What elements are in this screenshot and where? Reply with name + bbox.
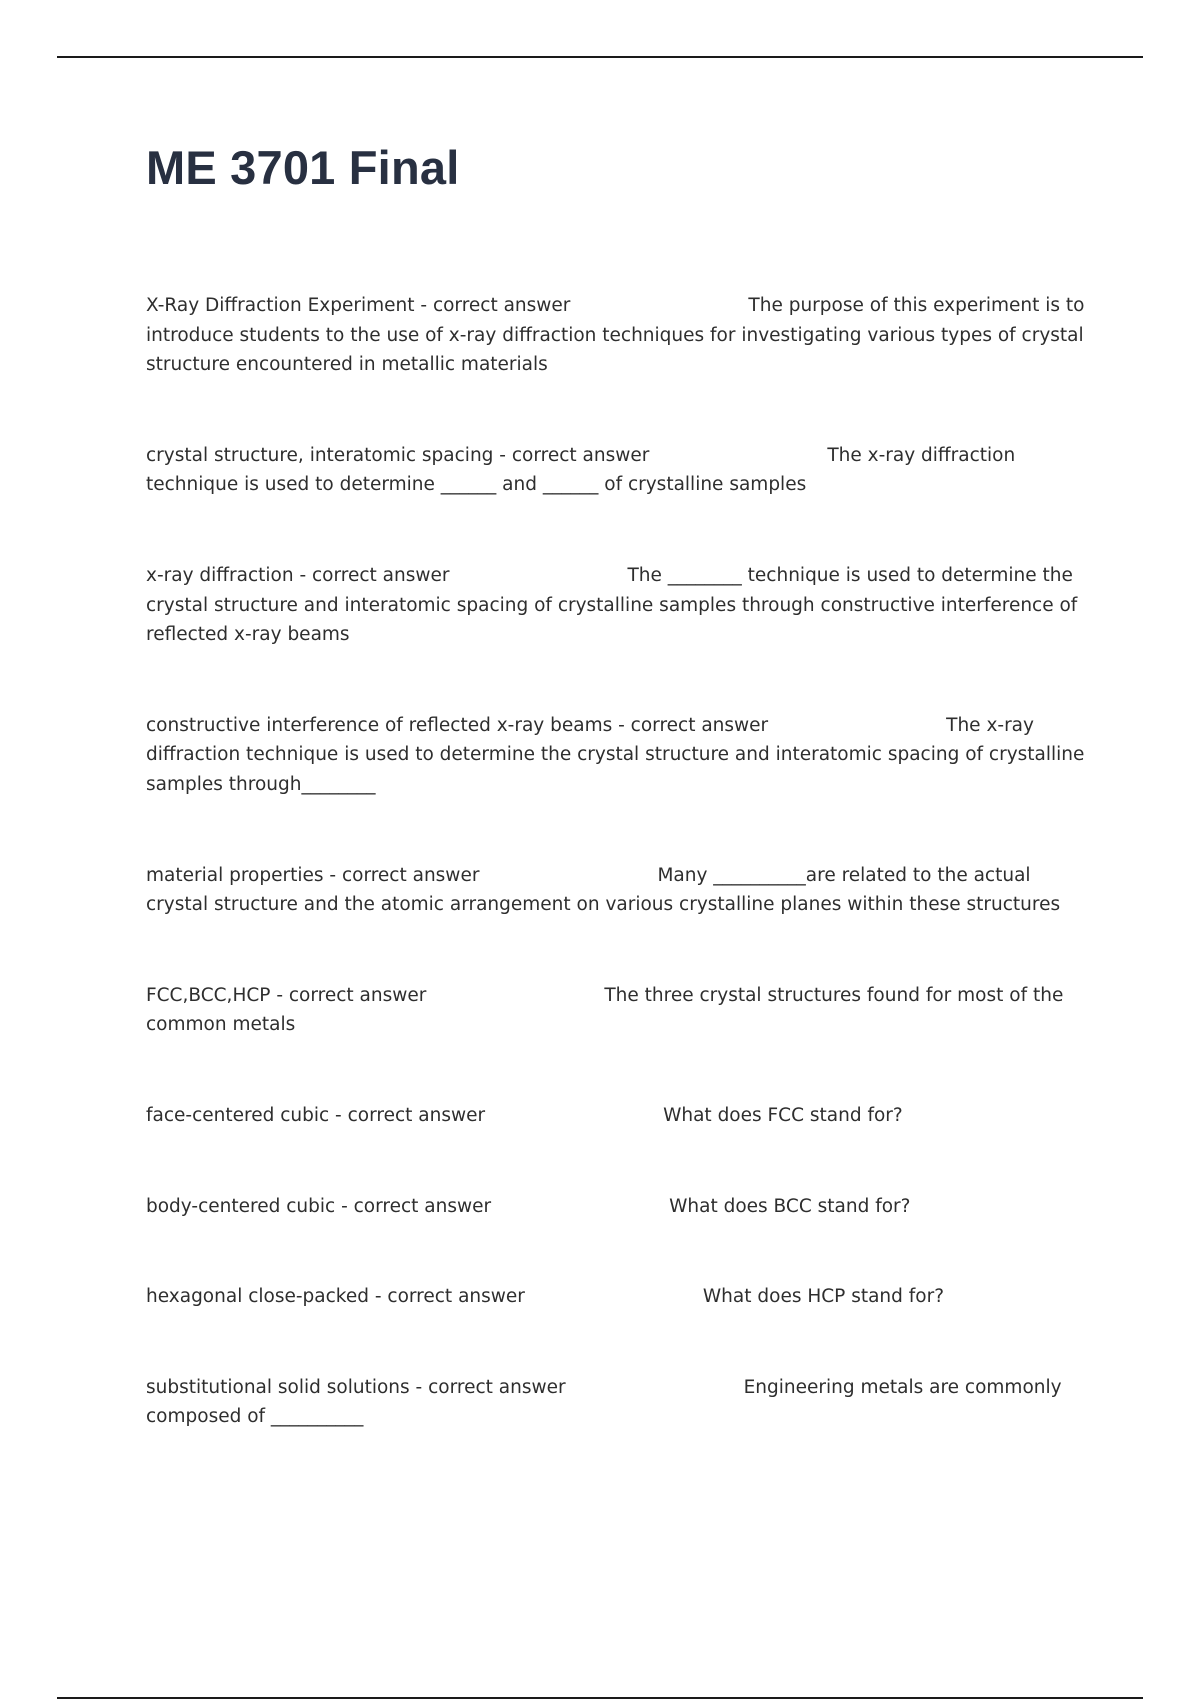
definition: The x-ray diffraction technique is used to determine the crystal structure and interatomic spacing of crystalline samples through________ xyxy=(146,714,1085,795)
answer-label: correct answer xyxy=(630,714,769,736)
term: crystal structure, interatomic spacing xyxy=(146,444,494,466)
qa-item xyxy=(146,861,1086,920)
answer-label: correct answer xyxy=(347,1104,486,1126)
qa-item xyxy=(146,1192,1086,1222)
answer-label: correct answer xyxy=(432,295,571,316)
term: substitutional solid solutions xyxy=(146,1376,410,1398)
term: x-ray diffraction xyxy=(146,564,294,586)
definition: Many __________are related to the actual crystal structure and the atomic arrangement on various crystalline planes within these structures xyxy=(146,864,1061,916)
definition: What does FCC stand for? xyxy=(663,1104,903,1126)
answer-label: correct answer xyxy=(387,1286,525,1308)
term: body-centered cubic xyxy=(146,1195,336,1217)
page-title: ME 3701 Final xyxy=(146,141,460,194)
term: X-Ray Diffraction Experiment xyxy=(146,295,415,316)
separator: - xyxy=(335,1195,354,1217)
definition: The purpose of this experiment is to introduce students to the use of x-ray diffraction techniques for investigating various types of crystal structure encountered in metallic materials xyxy=(146,295,1085,376)
term: FCC,BCC,HCP xyxy=(146,984,271,1006)
qa-list xyxy=(146,291,1086,1493)
definition: What does BCC stand for? xyxy=(669,1195,911,1217)
definition: What does HCP stand for? xyxy=(702,1286,945,1308)
qa-item xyxy=(146,711,1086,800)
separator: - xyxy=(323,864,342,886)
answer-label: correct answer xyxy=(288,984,427,1006)
answer-label: correct answer xyxy=(341,864,480,886)
definition: The ________ technique is used to determine the crystal structure and interatomic spacing of crystalline samples through constructive interference of reflected x-ray beams xyxy=(146,564,1078,646)
qa-item xyxy=(146,1373,1086,1432)
separator: - xyxy=(270,984,289,1006)
term: face-centered cubic xyxy=(146,1104,330,1126)
separator: - xyxy=(329,1104,348,1126)
separator: - xyxy=(612,714,631,736)
top-rule xyxy=(57,56,1143,58)
bottom-rule xyxy=(57,1697,1143,1699)
qa-item xyxy=(146,441,1086,500)
term: hexagonal close-packed xyxy=(146,1286,369,1308)
term: constructive interference of reflected x-ray beams xyxy=(146,714,613,736)
definition: The three crystal structures found for most of the common metals xyxy=(146,984,1064,1036)
qa-item xyxy=(146,1282,1086,1312)
separator: - xyxy=(414,295,433,316)
answer-label: correct answer xyxy=(428,1376,566,1398)
answer-label: correct answer xyxy=(353,1195,492,1217)
separator: - xyxy=(368,1286,388,1308)
answer-label: correct answer xyxy=(511,444,650,466)
qa-item xyxy=(146,981,1086,1040)
definition: The x-ray diffraction technique is used to determine ______ and ______ of crystalline samples xyxy=(146,444,1016,496)
term: material properties xyxy=(146,864,324,886)
separator: - xyxy=(493,444,512,466)
separator: - xyxy=(409,1376,429,1398)
qa-item xyxy=(146,1101,1086,1131)
qa-item xyxy=(146,561,1086,650)
answer-label: correct answer xyxy=(312,564,450,586)
definition: Engineering metals are commonly composed of __________ xyxy=(146,1376,1062,1428)
separator: - xyxy=(293,564,313,586)
qa-item xyxy=(146,291,1086,380)
